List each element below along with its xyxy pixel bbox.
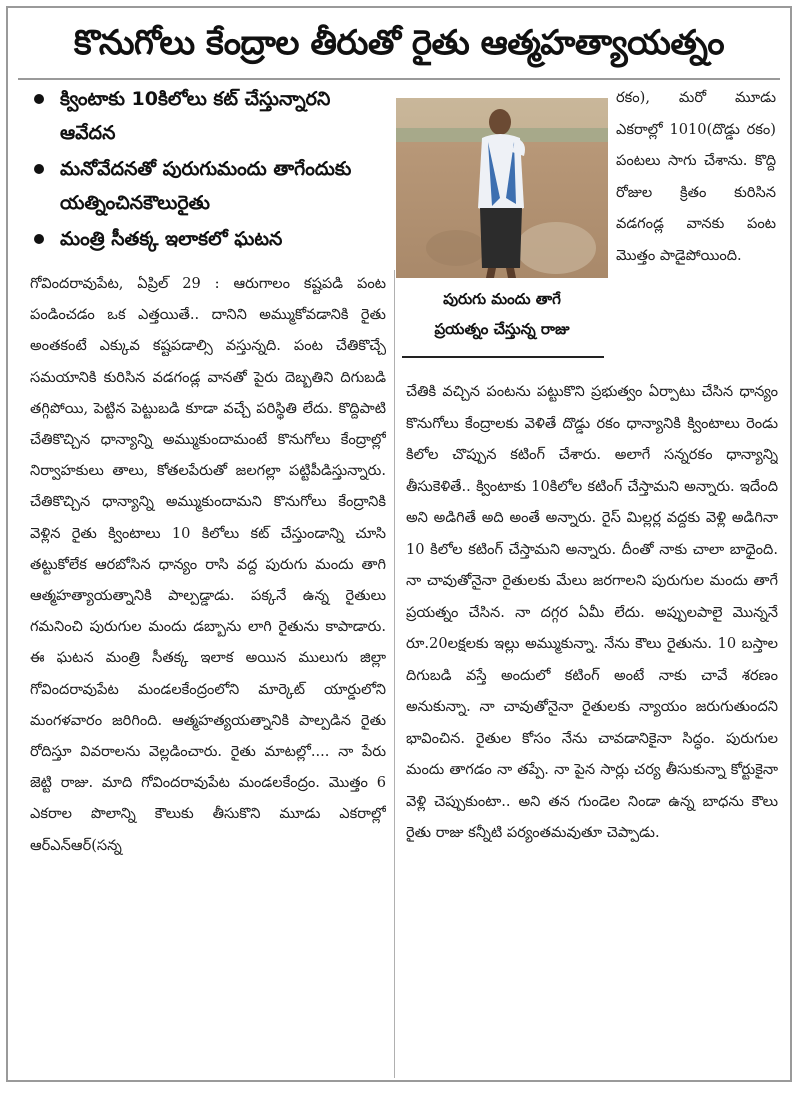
bullet-dot-icon [34, 164, 44, 174]
column-divider [394, 270, 395, 1078]
farmer-photo [396, 98, 608, 278]
photo-caption [400, 284, 604, 348]
article-body-right-top: రకం), మరో మూడు ఎకరాల్లో 1010(దొడ్డు రకం) పంటలు సాగు చేశాను. కొద్ది రోజుల క్రితం కురిసిన వడగండ్ల వానకు పంట మొత్తం పాడైపోయింది. [616, 89, 776, 264]
highlight-item [30, 82, 390, 150]
caption-underline [402, 356, 604, 358]
news-clipping [6, 6, 792, 1082]
highlight-text: మంత్రి సీతక్క ఇలాకలో ఘటన [60, 228, 283, 250]
photo-caption-line: ప్రయత్నం చేస్తున్న రాజు [434, 320, 570, 338]
photo-caption-line: పురుగు మందు తాగే [443, 290, 561, 308]
bullet-dot-icon [34, 94, 44, 104]
highlight-text: మనోవేదనతో పురుగుమందు తాగేందుకు యత్నించినకౌలురైతు [60, 158, 352, 214]
highlight-item [30, 222, 390, 256]
highlight-item [30, 152, 390, 220]
bullet-dot-icon [34, 234, 44, 244]
highlights-list [30, 82, 390, 258]
article-body-right-column: చేతికి వచ్చిన పంటను పట్టుకొని ప్రభుత్వం ఏర్పాటు చేసిన ధాన్యం కొనుగోలు కేంద్రాలకు వెళితే దొడ్డు రకం ధాన్యానికి క్వింటాలు రెండు కిలోల చొప్పున కటింగ్ చేశారు. అలాగే సన్నరకం ధాన్యాన్ని తీసుకెళితే.. క్వింటాకు 10కిలోల కటింగ్ చేస్తామని అన్నారు. ఇదేంది అని అడిగితే అది అంతే అన్నారు. రైస్ మిల్లర్ల వద్దకు వెళ్లి అడిగినా 10 కిలోల కటింగ్ చేస్తామని అన్నారు. దీంతో నాకు చాలా బాధైంది. నా చావుతోనైనా రైతులకు మేలు జరగాలని పురుగుల మందు తాగే ప్రయత్నం చేసిన. నా దగ్గర ఏమీ లేదు. అప్పులపాలై మొన్ననే రూ.20లక్షలకు ఇల్లు అమ్ముకున్నా. నేను కౌలు రైతును. 10 బస్తాల దిగుబడి వస్తే అందులో కటింగ్ అంటే నాకు చావే శరణం అనుకున్నా. నా చావుతోనైనా రైతులకు న్యాయం జరుగుతుందని భావించిన. రైతుల కోసం నేను చావడానికైనా సిద్ధం. పురుగుల మందు తాగడం నా తప్పే. నా పైన సార్లు చర్య తీసుకున్నా కోర్టుకైనా వెళ్లి చెప్పుకుంటా.. అని తన గుండెల నిండా ఉన్న బాధను కౌలు రైతు రాజు కన్నీటి పర్యంతమవుతూ చెప్పాడు. [406, 383, 778, 841]
highlight-text: క్వింటాకు 10కిలోలు కట్ చేస్తున్నారని ఆవేదన [60, 88, 331, 144]
headline: కొనుగోలు కేంద్రాల తీరుతో రైతు ఆత్మహత్యాయత్నం [18, 16, 780, 80]
article-body-left-column: గోవిందరావుపేట, ఏప్రిల్ 29 : ఆరుగాలం కష్టపడి పంట పండించడం ఒక ఎత్తయితే.. దానిని అమ్ముకోవడానికి రైతు అంతకంటే ఎక్కువ కష్టపడాల్సి వస్తున్నది. పంట చేతికొచ్చే సమయానికి కురిసిన వడగండ్ల వానతో పైరు దెబ్బతిని దిగుబడి తగ్గిపోయి, పెట్టిన పెట్టుబడి కూడా వచ్చే పరిస్థితి లేదు. కొద్దిపాటి చేతికొచ్చిన ధాన్యాన్ని అమ్ముకుందామంటే కొనుగోలు కేంద్రాల్లో నిర్వాహకులు తాలు, కోతలపేరుతో జలగల్లా పట్టిపీడిస్తున్నారు. చేతికొచ్చిన ధాన్యాన్ని అమ్ముకుందామని కొనుగోలు కేంద్రానికి వెళ్లిన రైతు క్వింటాలు 10 కిలోలు కట్ చేస్తుండాన్ని చూసి తట్టుకోలేక ఆరబోసిన ధాన్యం రాసి వద్ద పురుగు మందు తాగి ఆత్మహత్యాయత్నానికి పాల్పడ్డాడు. పక్కనే ఉన్న రైతులు గమనించి పురుగుల మందు డబ్బాను లాగి రైతును కాపాడారు. ఈ ఘటన మంత్రి సీతక్క ఇలాక అయిన ములుగు జిల్లా గోవిందరావుపేట మండలకేంద్రంలోని మార్కెట్ యార్డులోని మంగళవారం జరిగింది. ఆత్మహత్యయత్నానికి పాల్పడిన రైతు రోదిస్తూ వివరాలను వెల్లడించారు. రైతు మాటల్లో.... నా పేరు జెట్టి రాజు. మాది గోవిందరావుపేట మండలకేంద్రం. మొత్తం 6 ఎకరాల పొలాన్ని కౌలుకు తీసుకొని మూడు ఎకరాల్లో ఆర్ఎన్ఆర్(సన్న [30, 275, 386, 854]
